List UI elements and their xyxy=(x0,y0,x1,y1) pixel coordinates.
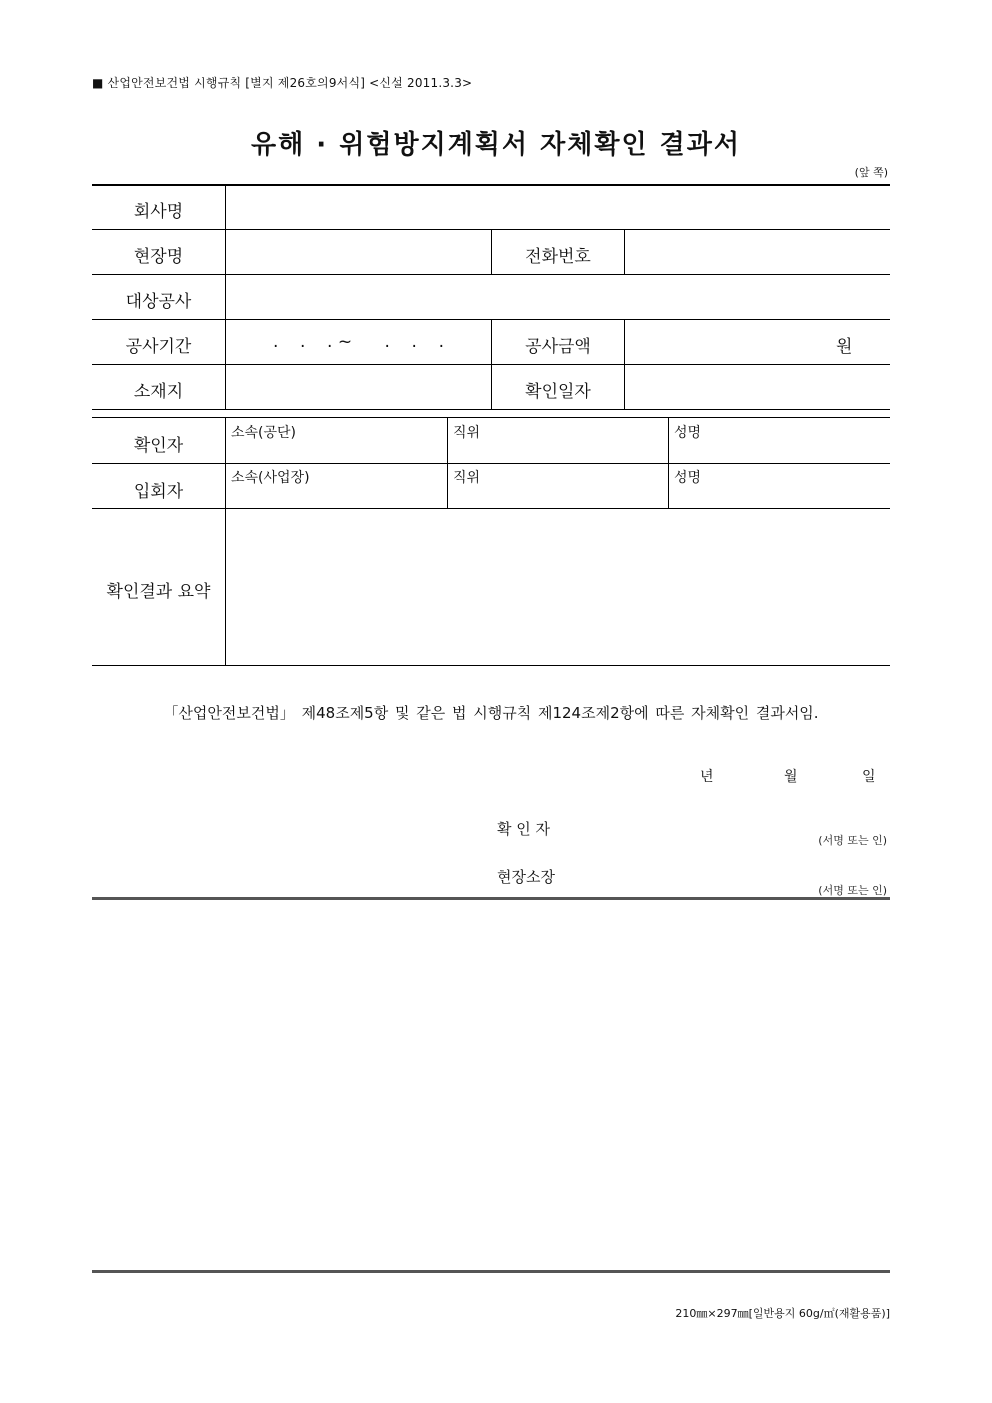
checker-position-label[interactable]: 직위 xyxy=(453,425,481,441)
footer-rule xyxy=(92,1270,890,1273)
attendee-label: 입회자 xyxy=(133,482,184,502)
person-column-divider xyxy=(668,418,669,508)
check-date-field[interactable] xyxy=(625,365,890,409)
location-field[interactable] xyxy=(226,365,491,409)
date-day[interactable]: 일 xyxy=(862,769,876,785)
company-name-field[interactable] xyxy=(226,186,890,229)
row-divider xyxy=(92,463,890,464)
row-divider xyxy=(92,409,890,410)
page-side-label: (앞 쪽) xyxy=(854,166,888,179)
legal-declaration: 「산업안전보건법」 제48조제5항 및 같은 법 시행규칙 제124조제2항에 따른 자체확인 결과서임. xyxy=(163,704,819,722)
amount-unit: 원 xyxy=(836,337,853,357)
section-double-divider xyxy=(92,417,890,418)
site-manager-signature-note[interactable]: (서명 또는 인) xyxy=(818,884,887,897)
form-bottom-border xyxy=(92,897,890,900)
construction-period-label: 공사기간 xyxy=(125,337,192,357)
site-name-label: 현장명 xyxy=(133,247,184,267)
checker-label: 확인자 xyxy=(133,436,184,456)
table-bottom-border xyxy=(92,665,890,666)
location-label: 소재지 xyxy=(133,382,184,402)
site-name-field[interactable] xyxy=(226,230,491,274)
page-title: 유해 · 위험방지계획서 자체확인 결과서 xyxy=(251,130,741,160)
date-year[interactable]: 년 xyxy=(700,769,714,785)
checker-signature-note[interactable]: (서명 또는 인) xyxy=(818,834,887,847)
check-date-label: 확인일자 xyxy=(525,382,591,402)
result-summary-field[interactable] xyxy=(226,509,890,665)
construction-period-field[interactable]: . . . ~ . . . xyxy=(273,332,444,352)
phone-field[interactable] xyxy=(625,230,890,274)
result-summary-label: 확인결과 요약 xyxy=(106,582,211,602)
attendee-position-label[interactable]: 직위 xyxy=(453,470,481,486)
phone-label: 전화번호 xyxy=(525,247,591,267)
target-work-field[interactable] xyxy=(226,275,890,319)
construction-amount-label: 공사금액 xyxy=(525,337,591,357)
site-manager-signature-label: 현장소장 xyxy=(497,868,555,886)
company-name-label: 회사명 xyxy=(133,202,184,222)
person-column-divider xyxy=(447,418,448,508)
checker-name-label[interactable]: 성명 xyxy=(674,425,702,441)
paper-spec-footer: 210㎜×297㎜[일반용지 60g/㎡(재활용품)] xyxy=(675,1307,890,1320)
target-work-label: 대상공사 xyxy=(125,292,192,312)
checker-signature-label: 확 인 자 xyxy=(497,820,551,838)
checker-affiliation-label[interactable]: 소속(공단) xyxy=(231,425,297,441)
date-month[interactable]: 월 xyxy=(784,769,798,785)
attendee-affiliation-label[interactable]: 소속(사업장) xyxy=(231,470,310,486)
attendee-name-label[interactable]: 성명 xyxy=(674,470,702,486)
form-reference-note: ■ 산업안전보건법 시행규칙 [별지 제26호의9서식] <신설 2011.3.3> xyxy=(92,76,473,90)
